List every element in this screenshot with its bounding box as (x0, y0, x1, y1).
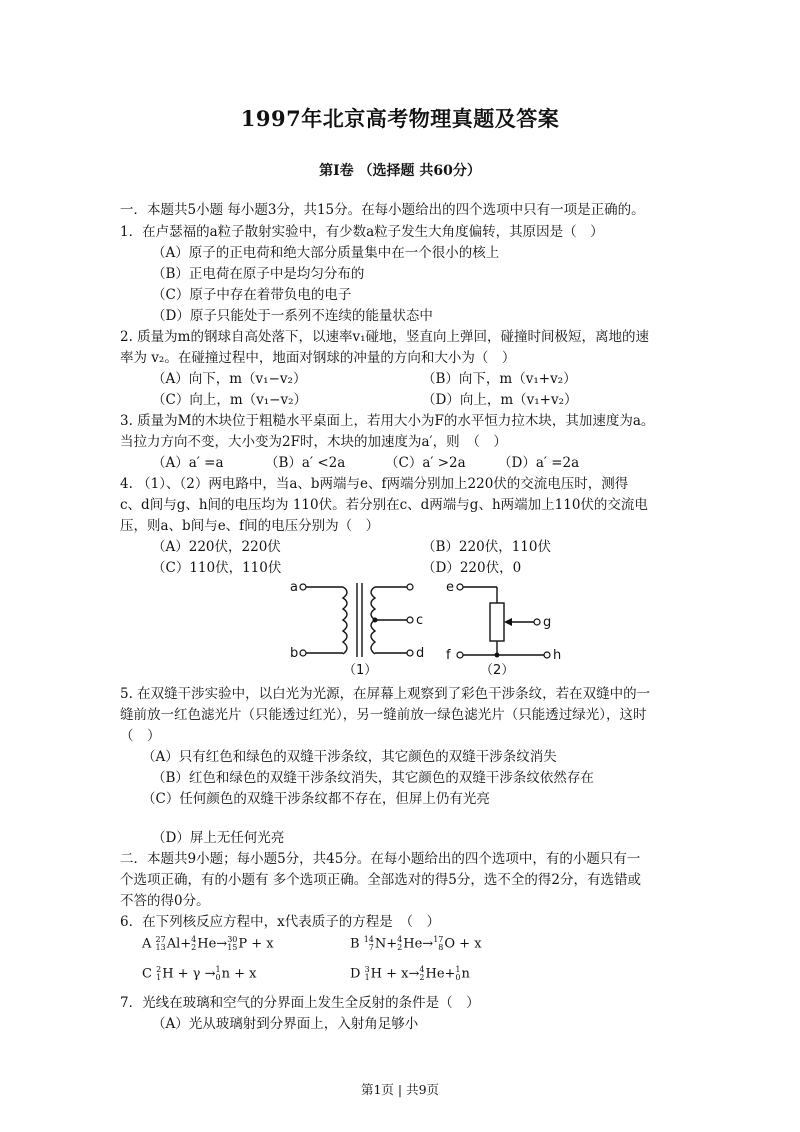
terminal-d (407, 650, 413, 656)
page-title: 1997年北京高考物理真题及答案 (240, 106, 560, 131)
q7-stem: 7．光线在玻璃和空气的分界面上发生全反射的条件是（ ） (120, 995, 480, 1011)
caption-1: （1） (343, 663, 378, 678)
q4-stem-line3: 压，则a、b间与e、f间的电压分别为（ ） (120, 518, 380, 534)
section2-line2: 个选项正确，有的小题有 多个选项正确。全部选对的得5分，选不全的得2分，有选错或 (120, 872, 641, 888)
q3-option-d: （D）a′ =2a (498, 455, 580, 471)
label-g: g (543, 615, 552, 630)
caption-2: （2） (480, 663, 515, 678)
q1-option-a: （A）原子的正电荷和绝大部分质量集中在一个很小的核上 (152, 245, 500, 261)
q1-stem: 1．在卢瑟福的a粒子散射实验中，有少数a粒子发生大角度偏转，其原因是（ ） (120, 224, 604, 240)
q2-option-a: （A）向下，m（v₁−v₂） (152, 371, 307, 387)
q4-option-a: （A）220伏，220伏 (152, 539, 281, 555)
q6-option-c-label: C (142, 966, 152, 982)
section2-line1: 二．本题共9小题；每小题5分，共45分。在每小题给出的四个选项中，有的小题只有一 (120, 851, 641, 867)
q2-stem-line1: 2. 质量为m的钢球自高处落下，以速率v₁碰地，竖直向上弹回，碰撞时间极短，离地的速 (120, 329, 650, 345)
label-d: d (416, 646, 425, 661)
terminal-top-secondary (407, 584, 413, 590)
q5-option-b: （B）红色和绿色的双缝干涉条纹消失，其它颜色的双缝干涉条纹依然存在 (152, 770, 594, 786)
q3-option-c: （C）a′ >2a (385, 455, 466, 471)
q5-stem-line3: （ ） (120, 728, 161, 744)
page-footer: 第1页 | 共9页 (360, 1082, 440, 1097)
q6-option-b-label: B (350, 936, 360, 952)
q3-option-b: （B）a′ <2a (265, 455, 346, 471)
q6-option-a: A 27 13 Al+ 4 2 He→ 30 15 P + x (142, 935, 274, 952)
q6-option-b: B 14 7 N+ 4 2 He→ 17 8 O + x (350, 935, 482, 952)
section1-instructions: 一．本题共5小题 每小题3分，共15分。在每小题给出的四个选项中只有一项是正确的。 (120, 202, 645, 218)
terminal-e (457, 584, 463, 590)
terminal-c (407, 617, 413, 623)
section-heading: 第Ⅰ卷 （选择题 共60分） (319, 163, 481, 179)
rheostat (490, 603, 504, 641)
terminal-f (457, 652, 463, 658)
terminal-a (300, 584, 306, 590)
q5-stem-line1: 5. 在双缝干涉实验中，以白光为光源，在屏幕上观察到了彩色干涉条纹，若在双缝中的一 (120, 686, 651, 702)
q4-stem-line1: 4. （1）、（2）两电路中，当a、b两端与e、f两端分别加上220伏的交流电压时，测得 (120, 476, 629, 492)
q5-stem-line2: 缝前放一红色滤光片（只能透过红光），另一缝前放一绿色滤光片（只能透过绿光），这时 (120, 707, 647, 723)
terminal-g (534, 619, 540, 625)
q5-option-d: （D）屏上无任何光亮 (152, 830, 285, 846)
tap-dot (373, 618, 378, 623)
q3-stem-line1: 3. 质量为M的木块位于粗糙水平桌面上，若用大小为F的水平恒力拉木块，其加速度为a。 (120, 413, 655, 429)
q4-option-c: （C）110伏，110伏 (152, 560, 282, 576)
terminal-b (300, 650, 306, 656)
section2-line3: 不答的得0分。 (120, 893, 210, 909)
junction-dot (495, 653, 500, 658)
q6-option-d: D 3 1 H + x→ 4 2 He+ 1 0 n (350, 965, 470, 982)
q2-stem-line2: 率为 v₂。在碰撞过程中，地面对钢球的冲量的方向和大小为（ ） (120, 350, 516, 366)
q1-option-d: （D）原子只能处于一系列不连续的能量状态中 (152, 308, 433, 324)
q5-option-c: （C）任何颜色的双缝干涉条纹都不存在，但屏上仍有光亮 (142, 791, 490, 807)
q3-option-a: （A）a′ =a (152, 455, 224, 471)
q2-option-d: （D）向上，m（v₁+v₂） (422, 392, 578, 408)
q1-option-c: （C）原子中存在着带负电的电子 (152, 287, 352, 303)
q6-option-d-label: D (350, 966, 361, 982)
q6-option-a-label: A (142, 936, 152, 952)
label-b: b (290, 646, 299, 661)
label-a: a (290, 580, 298, 595)
q7-option-a: （A）光从玻璃射到分界面上，入射角足够小 (152, 1016, 419, 1032)
q2-option-b: （B）向下，m（v₁+v₂） (422, 371, 577, 387)
label-e: e (446, 580, 454, 595)
slider-arrow (504, 618, 512, 626)
label-f: f (446, 648, 451, 663)
q5-option-a: （A）只有红色和绿色的双缝干涉条纹，其它颜色的双缝干涉条纹消失 (142, 749, 557, 765)
circuit-figure (285, 575, 575, 680)
q6-option-c: C 2 1 H + γ → 1 0 n + x (142, 965, 257, 982)
terminal-h (544, 652, 550, 658)
q4-option-b: （B）220伏，110伏 (422, 539, 551, 555)
label-c: c (416, 613, 424, 628)
q3-stem-line2: 当拉力方向不变，大小变为2F时，木块的加速度为a′，则 （ ） (120, 434, 507, 450)
q6-stem: 6．在下列核反应方程中，x代表质子的方程是 （ ） (120, 914, 440, 930)
q1-option-b: （B）正电荷在原子中是均匀分布的 (152, 266, 365, 282)
q4-option-d: （D）220伏，0 (422, 560, 522, 576)
label-h: h (553, 648, 562, 663)
primary-coil (343, 587, 347, 654)
q4-stem-line2: c、d间与g、h间的电压均为 110伏。若分别在c、d两端与g、h两端加上110伏的交流电 (120, 497, 648, 513)
q2-option-c: （C）向上，m（v₁−v₂） (152, 392, 308, 408)
